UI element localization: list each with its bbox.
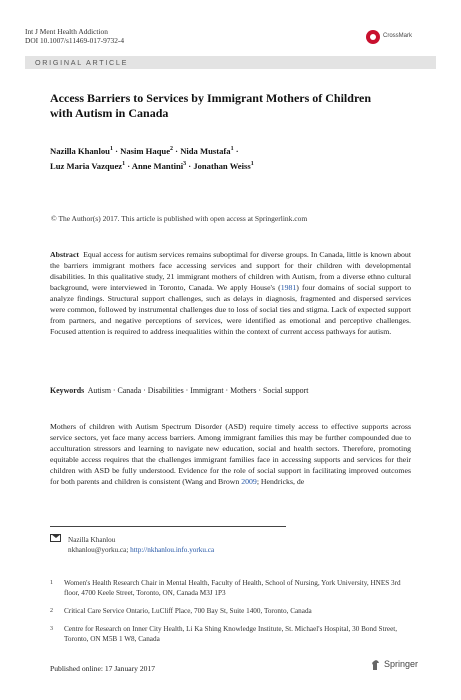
author-name[interactable]: Nazilla Khanlou (50, 146, 110, 156)
author-line-2: Luz Maria Vazquez$^1$ · Anne Mantini$^3$ · Jonathan Weiss$^1$ (50, 161, 254, 171)
correspondence-url[interactable]: http://nkhanlou.info.yorku.ca (130, 546, 215, 554)
abstract-text-cont: ) four domains of social support to analyze findings. Structural support challenges, such as delays in diagnosis, fragmented and dispersed services were common, followed by instrumental challenges due to loss of social ties and stigma. Lack of expected support from partners, and negative perceptions of services, were identified as emotional and perceptive challenges. Focused attention is required to address inequalities within the context of current access pathways for autism. (50, 283, 411, 337)
publisher-logo[interactable] (371, 658, 437, 672)
affiliation-text: Women's Health Research Chair in Mental Health, Faculty of Health, School of Nursing, York University, HNES 3rd floor, 4700 Keele Street, Toronto, ON, Canada M3J 1P3 (64, 579, 401, 597)
author-affiliation-marker: 1 (230, 146, 234, 152)
author-list (50, 143, 380, 173)
envelope-icon (50, 534, 61, 542)
author-affiliation-marker: 1 (122, 161, 126, 167)
copyright-notice: © The Author(s) 2017. This article is published with open access at Springerlink.com (51, 214, 308, 223)
affiliation-number: 1 (50, 580, 53, 586)
author-affiliation-marker: 1 (109, 146, 113, 152)
journal-name: Int J Ment Health Addiction (25, 27, 108, 36)
keywords (50, 386, 411, 395)
correspondence-email[interactable]: nkhanlou@yorku.ca; (68, 546, 129, 554)
affiliation (50, 578, 411, 598)
crossmark-icon (366, 30, 380, 44)
abstract (50, 249, 411, 337)
author-name[interactable]: Jonathan Weiss (193, 161, 251, 171)
author-affiliation-marker: 1 (250, 161, 254, 167)
author-affiliation-marker: 3 (183, 161, 187, 167)
author-name[interactable]: Anne Mantini (131, 161, 184, 171)
author-line-1: Nazilla Khanlou$^1$ · Nasim Haque$^2$ · Nida Mustafa$^1$ · (50, 146, 239, 156)
affiliation (50, 606, 411, 616)
affiliation (50, 624, 411, 644)
citation-link[interactable]: 1981 (280, 283, 297, 293)
keywords-label: Keywords (50, 386, 85, 395)
article-type: ORIGINAL ARTICLE (35, 58, 129, 67)
crossmark-badge[interactable] (366, 30, 424, 44)
footnote-divider (50, 526, 286, 527)
author-affiliation-marker: 2 (170, 146, 174, 152)
correspondence-name: Nazilla Khanlou (68, 536, 116, 544)
correspondence (50, 534, 390, 555)
published-online: Published online: 17 January 2017 (50, 664, 156, 673)
author-name[interactable]: Luz Maria Vazquez (50, 161, 123, 171)
abstract-label: Abstract (50, 250, 80, 259)
crossmark-label: CrossMark (383, 33, 413, 39)
intro-text: Mothers of children with Autism Spectrum Disorder (ASD) require timely access to effective supports across service sectors, yet face many access barriers. Among immigrant families this may be further compounded due to acculturation stressors and learning to navigate new education, social and health sectors. Therefore, promoting equitable access requires that the challenges immigrant families face in accessing supports and services for their children with ASD be fully understood. Evidence for the role of social support in facilitating improved outcomes for both parents and children is consistent (Wang and Brown (50, 422, 411, 487)
publisher-name: Springer (384, 659, 419, 669)
intro-paragraph (50, 421, 411, 487)
affiliation-number: 3 (50, 626, 53, 632)
keywords-text: Autism · Canada · Disabilities · Immigrant · Mothers · Social support (87, 386, 309, 395)
correspondence-name-line (50, 534, 390, 545)
springer-horse-icon (371, 659, 381, 671)
citation-link[interactable]: 2009 (241, 477, 257, 487)
article-title: Access Barriers to Services by Immigrant Mothers of Children with Autism in Canada (50, 91, 372, 120)
journal-header (25, 27, 124, 46)
author-name[interactable]: Nasim Haque (120, 146, 171, 156)
intro-text-cont: ; Hendricks, de (256, 477, 305, 487)
affiliation-number: 2 (50, 608, 53, 614)
abstract-text: Equal access for autism services remains suboptimal for diverse groups. In Canada, little is known about the barriers immigrant mothers face accessing services and support for their children with developmental disabilities. In this qualitative study, 21 immigrant mothers of children with Autism, from a diverse ethno cultural background, were interviewed in Toronto, Canada. We apply House's ( (50, 250, 411, 293)
author-name[interactable]: Nida Mustafa (180, 146, 231, 156)
affiliation-text: Critical Care Service Ontario, LuCliff Place, 700 Bay St, Suite 1400, Toronto, Canada (64, 607, 312, 615)
correspondence-contact (50, 545, 390, 555)
doi[interactable]: DOI 10.1007/s11469-017-9732-4 (25, 36, 125, 46)
affiliation-text: Centre for Research on Inner City Health, Li Ka Shing Knowledge Institute, St. Michael's Hospital, 30 Bond Street, Toronto, ON M5B 1 W8, Canada (64, 625, 398, 643)
